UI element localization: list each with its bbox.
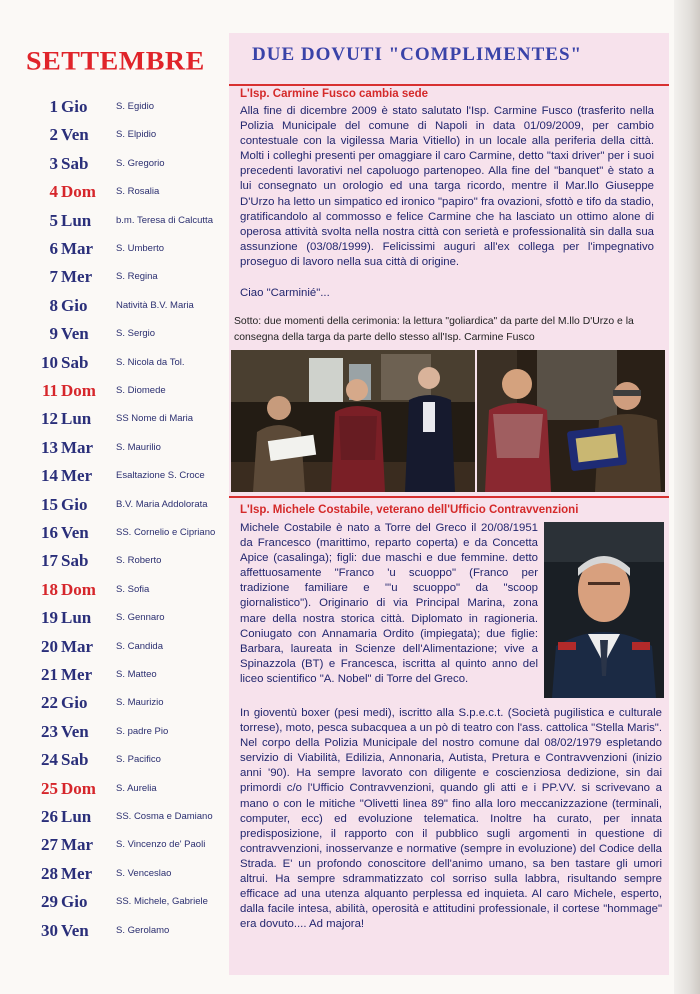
- calendar-day-number: 23: [41, 721, 58, 741]
- calendar-weekday: Sab: [61, 352, 89, 372]
- calendar-day-row: [36, 380, 226, 402]
- photo-caption: Sotto: due momenti della cerimonia: la lettura "goliardica" da parte del M.llo D'Urzo e la consegna della targa da parte dello stesso all'Isp. Carmine Fusco: [234, 316, 634, 343]
- calendar-day-number: 13: [41, 437, 58, 457]
- calendar-saint-name: SS. Michele, Gabriele: [116, 896, 208, 908]
- calendar-weekday: Gio: [61, 97, 88, 116]
- calendar-day-row: [36, 238, 226, 260]
- calendar-weekday: Ven: [61, 721, 89, 741]
- calendar-saint-name: S. Diomede: [116, 385, 166, 396]
- calendar-day-number: 14: [41, 466, 58, 486]
- calendar-saint-name: SS Nome di Maria: [116, 413, 194, 425]
- calendar-day-number: 25: [41, 778, 58, 798]
- calendar-saint-name: S. Rosalia: [116, 186, 160, 198]
- calendar-day-number: 22: [41, 693, 58, 713]
- calendar-day-row: [36, 437, 226, 459]
- calendar-saint-name: S. Roberto: [116, 555, 162, 567]
- calendar-day-row: [36, 153, 226, 175]
- calendar-weekday: Dom: [61, 381, 96, 400]
- calendar-day-row: [36, 494, 226, 516]
- calendar-saint-name: SS. Cornelio e Cipriano: [116, 527, 216, 538]
- calendar-saint-name: b.m. Teresa di Calcutta: [116, 214, 213, 226]
- calendar-day-row: [36, 210, 226, 232]
- calendar-saint-name: S. Nicola da Tol.: [116, 356, 185, 368]
- calendar-day-row: [36, 863, 226, 885]
- calendar-saint-name: S. Vincenzo de' Paoli: [116, 839, 206, 851]
- calendar-day-number: 3: [49, 153, 58, 173]
- calendar-weekday: Mar: [61, 835, 94, 855]
- calendar-day-number: 30: [41, 920, 58, 940]
- calendar-day-row: [36, 834, 226, 856]
- calendar-day-number: 7: [49, 267, 58, 287]
- calendar-day-row: [36, 408, 226, 430]
- calendar-day-number: 12: [41, 409, 58, 429]
- calendar-saint-name: SS. Cosma e Damiano: [116, 811, 213, 822]
- calendar-day-number: 6: [49, 239, 58, 258]
- article2-intro: Michele Costabile è nato a Torre del Greco il 20/08/1951 da Francesco (marittimo, reparto coperta) e da Concetta Apice (casalinga); figli: due maschi e due femmine. detto affettuosamente "Franco 'u scuoppo" (Franco per tradizione familiare e "'u scuoppo" da "scoop giornalistico"). Originario di via Principal Marina, zona mare della nostra storica città. Diplomato in ragioneria. Coniugato con Annamaria Ordito (impiegata); due figlie: Barbara, laureata in Scienze dell'Alimentazione; vive a Spinazzola (BT) e Francesca, iscritta al quinto anno del liceo scientifico "A. Nobel" di Torre del Greco.: [240, 522, 538, 685]
- calendar-weekday: Gio: [61, 494, 88, 514]
- calendar-day-number: 24: [41, 750, 58, 770]
- calendar-day-row: [36, 522, 226, 544]
- article2-body: In gioventù boxer (pesi medi), iscritto alla S.p.e.c.t. (Società pugilistica e culturale torrese), moto, pesca subacquea a un pò di teatro con l'ass. cattolica "Stella Maris". Nel corpo della Polizia Municipale del nostro comune dal 08/02/1979 espletando servizio di Viabilità, Edilizia, Annonaria, Autista, Pretura e Contravvenzioni (inizio anni '90). Ha sempre lavorato con diligente e coscienziosa dedizione, sin dai primordi c/o l'Ufficio Contravvenzioni, quando gli atti e i PP.VV. si scrivevano a mano o con le mitiche "Olivetti linea 89" fino alla loro meccanizzazione (terminali, computer, ecc) ed evoluzione telematica. Inoltre ha curato, per innata predisposizione, il rapporto con il pubblico sugli argomenti in questione di contravvenzioni, inosservanze e normative (sempre in evoluzione) del Codice della Strada. E' un profondo conoscitore dell'animo umano, sa ben tastare gli umori altrui. Ha sempre sdrammatizzato col sorriso sulla labbra, risultando sempre efficace ad una utenza alquanto perplessa ed inquieta. Al caro Michele, esperto, dalla facile intesa, abilità, operosità e attitudini professionale, il cortese "hommage" era dovuto.... Ad majora!: [240, 707, 662, 931]
- calendar-day-row: [36, 181, 226, 203]
- calendar-saint-name: Esaltazione S. Croce: [116, 470, 205, 482]
- ceremony-photo-reading: [231, 350, 475, 492]
- calendar-saint-name: S. Regina: [116, 271, 158, 283]
- calendar-day-row: [36, 636, 226, 658]
- calendar-weekday: Gio: [61, 295, 88, 315]
- calendar-saint-name: S. Pacifico: [116, 754, 161, 766]
- calendar-saint-name: S. Gregorio: [116, 157, 165, 169]
- calendar-day-row: [36, 806, 226, 828]
- calendar-saint-name: S. Sergio: [116, 328, 156, 340]
- calendar-weekday: Sab: [61, 153, 89, 173]
- calendar-weekday: Mer: [61, 466, 93, 486]
- calendar-weekday: Ven: [61, 125, 89, 145]
- calendar-day-number: 11: [41, 381, 58, 400]
- calendar-day-number: 18: [41, 579, 58, 599]
- calendar-day-row: [36, 465, 226, 487]
- calendar-day-number: 21: [41, 665, 58, 684]
- calendar-day-number: 19: [41, 608, 58, 628]
- calendar-day-number: 4: [49, 182, 58, 202]
- calendar-weekday: Ven: [61, 920, 89, 940]
- calendar-day-number: 27: [41, 835, 58, 855]
- calendar-saint-name: S. Matteo: [116, 669, 157, 680]
- calendar-day-number: 5: [49, 210, 58, 230]
- calendar-saint-name: S. Egidio: [116, 101, 155, 112]
- calendar-weekday: Mer: [61, 863, 93, 883]
- calendar-weekday: Mar: [61, 636, 94, 656]
- calendar-saint-name: S. Candida: [116, 640, 164, 652]
- calendar-weekday: Lun: [61, 210, 92, 230]
- calendar-day-number: 20: [41, 636, 58, 656]
- calendar-weekday: Mar: [61, 239, 94, 258]
- calendar-saint-name: S. Sofia: [116, 583, 150, 595]
- calendar-day-row: [36, 96, 226, 118]
- calendar-weekday: Mer: [61, 267, 93, 287]
- calendar-weekday: Mar: [61, 437, 94, 457]
- calendar-day-number: 28: [41, 863, 58, 883]
- calendar-weekday: Sab: [61, 551, 89, 571]
- calendar-saint-name: S. Gerolamo: [116, 924, 170, 936]
- calendar-weekday: Gio: [61, 892, 88, 912]
- calendar-day-number: 2: [49, 125, 58, 145]
- calendar-day-number: 10: [41, 352, 58, 372]
- calendar-weekday: Lun: [61, 409, 92, 429]
- calendar-day-number: 1: [49, 97, 58, 116]
- page-title: DUE DOVUTI "COMPLIMENTES": [252, 44, 583, 65]
- calendar-saint-name: S. Maurizio: [116, 697, 164, 709]
- calendar-weekday: Lun: [61, 608, 92, 628]
- calendar-weekday: Dom: [61, 182, 96, 202]
- calendar-day-number: 8: [49, 295, 58, 315]
- calendar-day-number: 16: [41, 523, 58, 542]
- calendar-day-row: [36, 607, 226, 629]
- calendar-day-row: [36, 579, 226, 601]
- calendar-day-number: 15: [41, 494, 58, 514]
- calendar-saint-name: S. Maurilio: [116, 441, 161, 453]
- article1-body: Alla fine di dicembre 2009 è stato salutato l'Isp. Carmine Fusco (trasferito nella Polizia Municipale del comune di Napoli in data 01/09/2009, per cambio contestuale con la vigilessa Maria Vitiello) in un locale alla periferia della città. Molti i colleghi presenti per omaggiare il caro Carmine, detto "taxi driver" per i suoi precedenti lavorativi nel capoluogo partenopeo. Alla fine del "banquet" è stato a lui consegnato un orologio ed una targa ricordo, mentre il Mar.llo Giuseppe D'Urzo ha letto un simpatico ed ironico "papiro" fra ovazioni, sfottò e tifo da stadio, gratificandolo al commosso e felice Carmine che ha lasciato un ottimo alone di operosa attività svolta nella nostra città con serietà e professionalità sin dalla sua assunzione (03/08/1999). Felicissimi auguri all'ex collega per l'impegnativo proseguo di lavoro nella sua città di origine.: [240, 105, 654, 268]
- calendar-day-row: [36, 749, 226, 771]
- calendar-day-row: [36, 920, 226, 942]
- calendar-saint-name: S. Aurelia: [116, 782, 157, 794]
- calendar-day-row: [36, 352, 226, 374]
- calendar-weekday: Lun: [61, 807, 92, 826]
- calendar-day-number: 26: [41, 807, 58, 826]
- portrait-photo: [544, 522, 664, 698]
- calendar-weekday: Sab: [61, 750, 89, 770]
- calendar-day-row: [36, 266, 226, 288]
- page-spine: [674, 0, 700, 994]
- calendar-weekday: Mer: [61, 665, 93, 684]
- calendar-saint-name: B.V. Maria Addolorata: [116, 498, 208, 510]
- article1-closing: Ciao "Carminié"...: [240, 287, 330, 299]
- calendar-day-number: 9: [49, 324, 58, 344]
- ceremony-photo-plaque: [477, 350, 665, 492]
- calendar-day-row: [36, 721, 226, 743]
- calendar-weekday: Dom: [61, 579, 96, 599]
- calendar-weekday: Ven: [61, 523, 89, 542]
- calendar-saint-name: S. Gennaro: [116, 612, 165, 624]
- calendar-day-number: 29: [41, 892, 58, 912]
- title-divider: [229, 84, 669, 86]
- article2-heading: L'Isp. Michele Costabile, veterano dell'Ufficio Contravvenzioni: [240, 504, 579, 516]
- calendar-day-row: [36, 778, 226, 800]
- calendar-day-row: [36, 295, 226, 317]
- calendar-saint-name: S. Umberto: [116, 243, 165, 254]
- calendar-saint-name: Natività B.V. Maria: [116, 299, 194, 311]
- calendar-weekday: Gio: [61, 693, 88, 713]
- calendar-day-number: 17: [41, 551, 58, 571]
- calendar-saint-name: S. Elpidio: [116, 129, 157, 141]
- calendar-day-row: [36, 664, 226, 686]
- calendar-saint-name: S. Venceslao: [116, 867, 172, 879]
- article1-heading: L'Isp. Carmine Fusco cambia sede: [240, 88, 429, 100]
- article-divider: [229, 496, 669, 498]
- calendar-weekday: Ven: [61, 324, 89, 344]
- calendar-weekday: Dom: [61, 778, 96, 798]
- calendar-day-row: [36, 550, 226, 572]
- calendar-saint-name: S. padre Pio: [116, 725, 169, 737]
- calendar-day-row: [36, 323, 226, 345]
- calendar-day-row: [36, 692, 226, 714]
- calendar-day-row: [36, 891, 226, 913]
- calendar-month-title: SETTEMBRE: [26, 46, 205, 77]
- calendar-day-row: [36, 124, 226, 146]
